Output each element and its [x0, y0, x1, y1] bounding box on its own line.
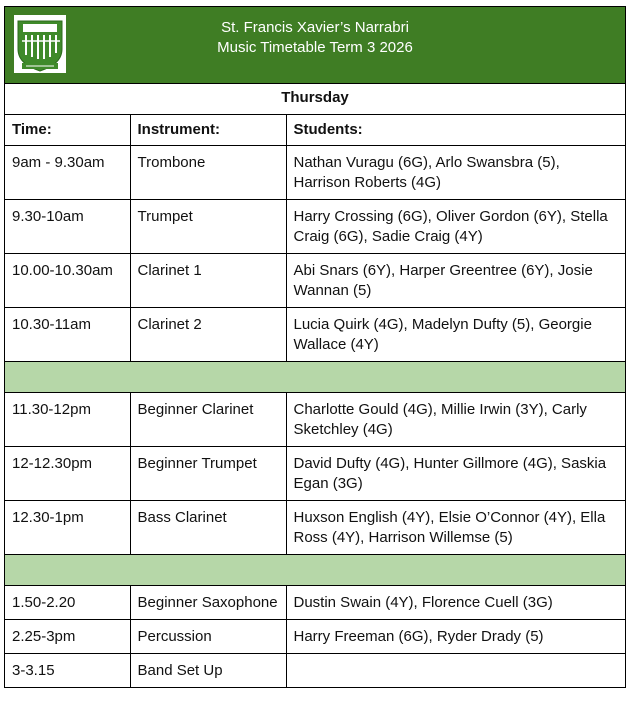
students-cell: Charlotte Gould (4G), Millie Irwin (3Y), Carly Sketchley (4G)	[286, 393, 625, 447]
column-header-row	[5, 115, 625, 146]
column-header-instrument: Instrument:	[130, 115, 286, 146]
break-cell	[5, 555, 625, 586]
instrument-cell: Beginner Trumpet	[130, 447, 286, 501]
school-name: St. Francis Xavier’s Narrabri	[221, 19, 409, 36]
column-header-time: Time:	[5, 115, 130, 146]
time-cell: 10.30-11am	[5, 308, 130, 362]
instrument-cell: Trombone	[130, 146, 286, 200]
table-row	[5, 654, 625, 688]
time-cell: 2.25-3pm	[5, 620, 130, 654]
table-row	[5, 393, 625, 447]
students-cell: Dustin Swain (4Y), Florence Cuell (3G)	[286, 586, 625, 620]
table-row	[5, 200, 625, 254]
instrument-cell: Beginner Saxophone	[130, 586, 286, 620]
timetable-table	[5, 84, 625, 687]
break-row	[5, 555, 625, 586]
students-cell	[286, 654, 625, 688]
time-cell: 9.30-10am	[5, 200, 130, 254]
table-row	[5, 146, 625, 200]
table-row	[5, 620, 625, 654]
time-cell: 11.30-12pm	[5, 393, 130, 447]
time-cell: 10.00-10.30am	[5, 254, 130, 308]
instrument-cell: Clarinet 1	[130, 254, 286, 308]
table-row	[5, 254, 625, 308]
table-row	[5, 447, 625, 501]
header-banner	[5, 7, 625, 84]
timetable-document	[4, 6, 626, 688]
day-header-row	[5, 84, 625, 115]
instrument-cell: Beginner Clarinet	[130, 393, 286, 447]
students-cell: Huxson English (4Y), Elsie O’Connor (4Y), Ella Ross (4Y), Harrison Willemse (5)	[286, 501, 625, 555]
break-cell	[5, 362, 625, 393]
students-cell: Lucia Quirk (4G), Madelyn Dufty (5), Georgie Wallace (4Y)	[286, 308, 625, 362]
timetable-subtitle: Music Timetable Term 3 2026	[217, 39, 413, 56]
break-row	[5, 362, 625, 393]
instrument-cell: Percussion	[130, 620, 286, 654]
students-cell: Nathan Vuragu (6G), Arlo Swansbra (5), Harrison Roberts (4G)	[286, 146, 625, 200]
students-cell: Harry Freeman (6G), Ryder Drady (5)	[286, 620, 625, 654]
students-cell: Harry Crossing (6G), Oliver Gordon (6Y), Stella Craig (6G), Sadie Craig (4Y)	[286, 200, 625, 254]
students-cell: Abi Snars (6Y), Harper Greentree (6Y), Josie Wannan (5)	[286, 254, 625, 308]
time-cell: 9am - 9.30am	[5, 146, 130, 200]
time-cell: 3-3.15	[5, 654, 130, 688]
day-label: Thursday	[5, 84, 625, 115]
table-row	[5, 501, 625, 555]
table-row	[5, 308, 625, 362]
table-row	[5, 586, 625, 620]
instrument-cell: Clarinet 2	[130, 308, 286, 362]
column-header-students: Students:	[286, 115, 625, 146]
time-cell: 1.50-2.20	[5, 586, 130, 620]
time-cell: 12.30-1pm	[5, 501, 130, 555]
instrument-cell: Bass Clarinet	[130, 501, 286, 555]
students-cell: David Dufty (4G), Hunter Gillmore (4G), Saskia Egan (3G)	[286, 447, 625, 501]
time-cell: 12-12.30pm	[5, 447, 130, 501]
instrument-cell: Trumpet	[130, 200, 286, 254]
instrument-cell: Band Set Up	[130, 654, 286, 688]
